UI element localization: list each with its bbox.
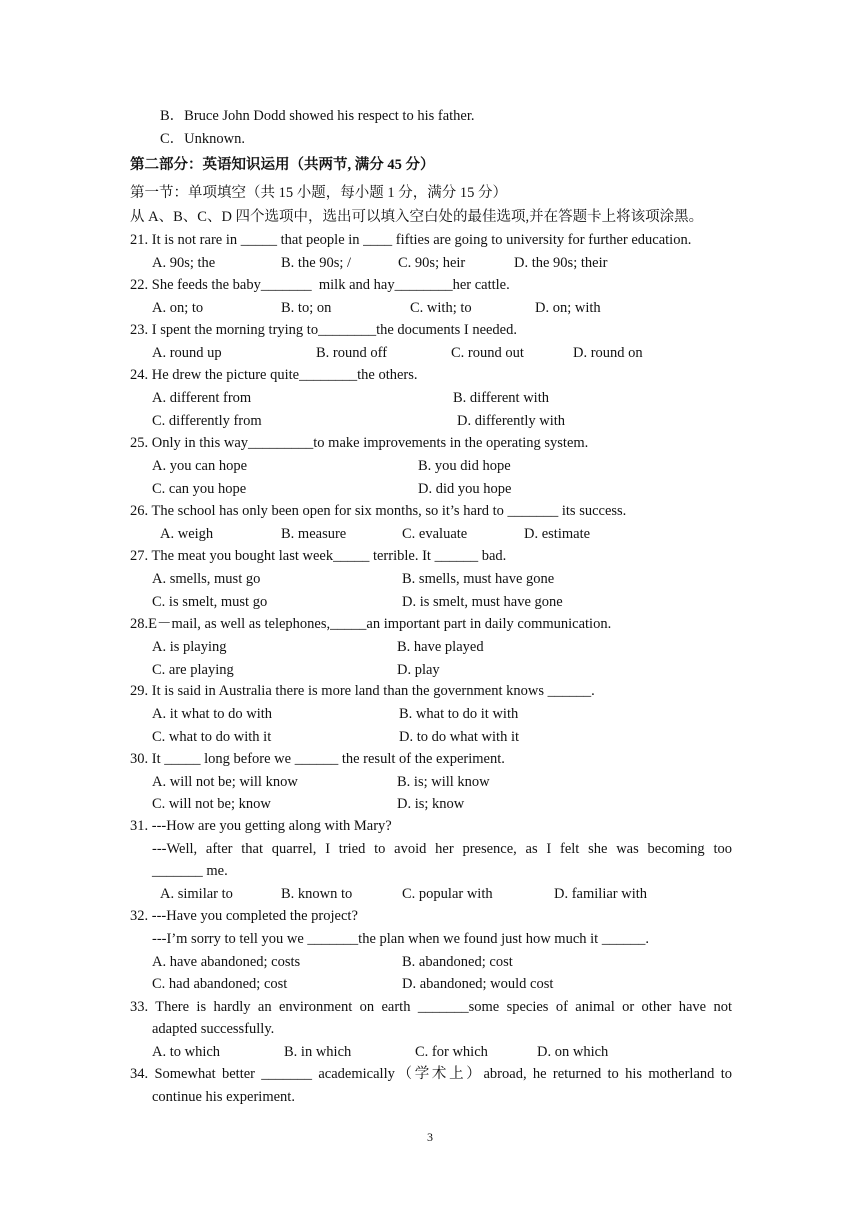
q21-option-b: B. the 90s; / — [281, 255, 352, 271]
question-26-stem: 26. The school has only been open for six months, so it’s hard to _______ its success. — [130, 503, 627, 519]
question-31-stem-line1: 31. ---How are you getting along with Mary? — [130, 818, 392, 834]
question-33-stem-line1: 33. There is hardly an environment on earth _______some species of animal or other have not — [130, 999, 732, 1015]
question-34-stem-line2: continue his experiment. — [152, 1089, 295, 1105]
question-25-stem: 25. Only in this way_________to make improvements in the operating system. — [130, 435, 589, 451]
q33-option-b: B. in which — [284, 1044, 352, 1060]
q23-option-b: B. round off — [316, 345, 388, 361]
q30-option-c: C. will not be; know — [152, 796, 271, 812]
q29-option-a: A. it what to do with — [152, 706, 273, 722]
question-32-stem-line1: 32. ---Have you completed the project? — [130, 908, 358, 924]
q32-option-a: A. have abandoned; costs — [152, 954, 301, 970]
q29-option-c: C. what to do with it — [152, 729, 272, 745]
q23-option-a: A. round up — [152, 345, 222, 361]
q26-option-d: D. estimate — [524, 526, 591, 542]
q24-option-d: D. differently with — [457, 413, 566, 429]
q22-option-d: D. on; with — [535, 300, 601, 316]
q22-option-c: C. with; to — [410, 300, 472, 316]
q23-option-c: C. round out — [451, 345, 524, 361]
q28-option-b: B. have played — [397, 639, 484, 655]
q33-option-d: D. on which — [537, 1044, 609, 1060]
q23-option-d: D. round on — [573, 345, 643, 361]
q27-option-d: D. is smelt, must have gone — [402, 594, 563, 610]
question-32-stem-line2: ---I’m sorry to tell you we _______the plan when we found just how much it ______. — [152, 931, 649, 947]
q30-option-b: B. is; will know — [397, 774, 490, 790]
instruction-text: 从 A、B、C、D 四个选项中，选出可以填入空白处的最佳选项,并在答题卡上将该项涂黑。 — [130, 209, 704, 225]
q30-option-d: D. is; know — [397, 796, 465, 812]
question-31-stem-line3: _______ me. — [152, 863, 228, 879]
q31-option-a: A. similar to — [160, 886, 233, 902]
q28-option-c: C. are playing — [152, 662, 234, 678]
question-29-stem: 29. It is said in Australia there is more land than the government knows ______. — [130, 683, 595, 699]
top-option-b: B．Bruce John Dodd showed his respect to his father. — [160, 108, 475, 124]
q25-option-a: A. you can hope — [152, 458, 248, 474]
q31-option-d: D. familiar with — [554, 886, 648, 902]
q32-option-d: D. abandoned; would cost — [402, 976, 554, 992]
q26-option-a: A. weigh — [160, 526, 214, 542]
q29-option-d: D. to do what with it — [399, 729, 520, 745]
part-title: 第二部分：英语知识运用（共两节, 满分 45 分） — [130, 157, 435, 173]
q28-option-d: D. play — [397, 662, 440, 678]
q31-option-b: B. known to — [281, 886, 353, 902]
q21-option-a: A. 90s; the — [152, 255, 216, 271]
q27-option-b: B. smells, must have gone — [402, 571, 555, 587]
question-30-stem: 30. It _____ long before we ______ the result of the experiment. — [130, 751, 505, 767]
section-title: 第一节：单项填空（共 15 小题，每小题 1 分，满分 15 分） — [130, 185, 507, 201]
q24-option-a: A. different from — [152, 390, 252, 406]
q27-option-a: A. smells, must go — [152, 571, 261, 587]
q25-option-c: C. can you hope — [152, 481, 247, 497]
question-23-stem: 23. I spent the morning trying to________the documents I needed. — [130, 322, 517, 338]
question-31-stem-line2: ---Well, after that quarrel, I tried to avoid her presence, as I felt she was becoming too — [152, 841, 732, 857]
q28-option-a: A. is playing — [152, 639, 227, 655]
page-number: 3 — [427, 1130, 433, 1144]
q21-option-c: C. 90s; heir — [398, 255, 466, 271]
question-33-stem-line2: adapted successfully. — [152, 1021, 275, 1037]
q25-option-d: D. did you hope — [418, 481, 512, 497]
q21-option-d: D. the 90s; their — [514, 255, 608, 271]
question-27-stem: 27. The meat you bought last week_____ terrible. It ______ bad. — [130, 548, 507, 564]
q29-option-b: B. what to do it with — [399, 706, 519, 722]
q22-option-a: A. on; to — [152, 300, 204, 316]
q25-option-b: B. you did hope — [418, 458, 511, 474]
q22-option-b: B. to; on — [281, 300, 332, 316]
question-34-stem-line1: 34. Somewhat better _______ academically（学术上）abroad, he returned to his motherland to — [130, 1066, 732, 1082]
top-option-c: C．Unknown. — [160, 131, 245, 147]
question-21-stem: 21. It is not rare in _____ that people in ____ fifties are going to university for further education. — [130, 232, 692, 248]
q32-option-c: C. had abandoned; cost — [152, 976, 288, 992]
q31-option-c: C. popular with — [402, 886, 493, 902]
question-28-stem: 28.E－mail, as well as telephones,_____an important part in daily communication. — [130, 616, 612, 632]
q30-option-a: A. will not be; will know — [152, 774, 298, 790]
q33-option-c: C. for which — [415, 1044, 488, 1060]
q26-option-c: C. evaluate — [402, 526, 468, 542]
q24-option-b: B. different with — [453, 390, 549, 406]
q26-option-b: B. measure — [281, 526, 347, 542]
q24-option-c: C. differently from — [152, 413, 262, 429]
question-22-stem: 22. She feeds the baby_______ milk and hay________her cattle. — [130, 277, 510, 293]
q32-option-b: B. abandoned; cost — [402, 954, 513, 970]
q27-option-c: C. is smelt, must go — [152, 594, 268, 610]
question-24-stem: 24. He drew the picture quite________the others. — [130, 367, 418, 383]
q33-option-a: A. to which — [152, 1044, 221, 1060]
